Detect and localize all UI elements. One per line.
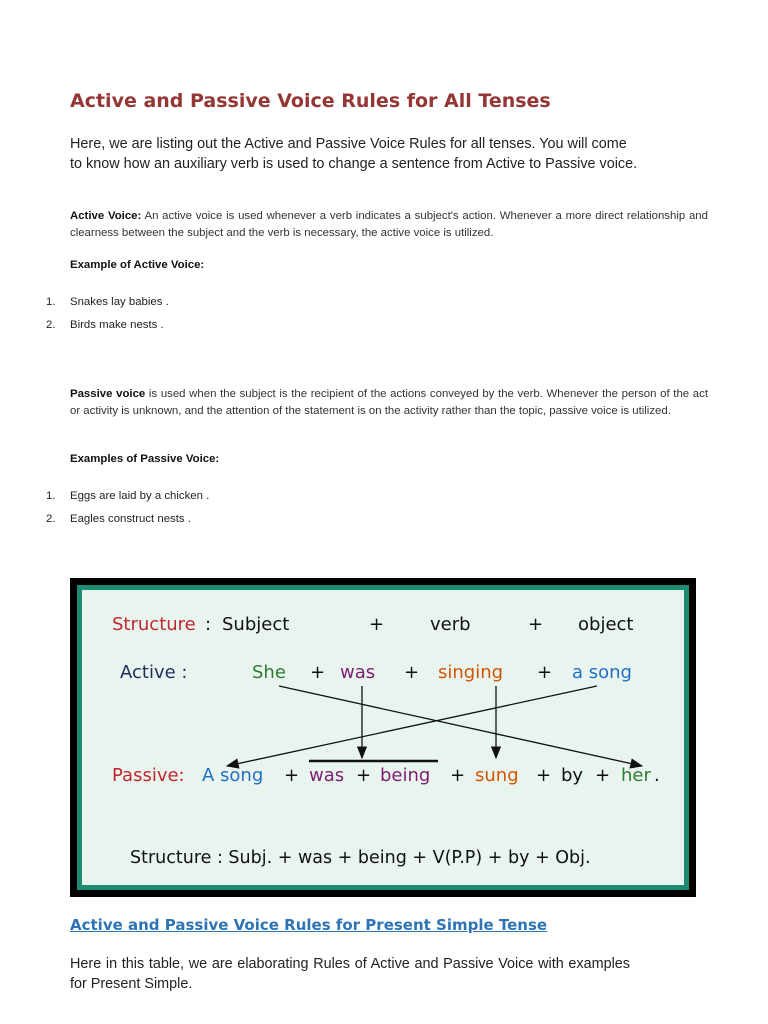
figure-frame	[77, 585, 689, 890]
list-number: 1.	[46, 490, 56, 502]
passive-voice-term: Passive voice	[70, 388, 146, 400]
active-plus-3: +	[537, 662, 553, 683]
passive-plus-1: +	[284, 765, 300, 786]
page-title: Active and Passive Voice Rules for All Tenses	[70, 90, 551, 112]
list-item	[46, 511, 209, 534]
passive-plus-5: +	[595, 765, 611, 786]
structure-subject: Subject	[222, 614, 290, 635]
passive-word-sung: sung	[475, 765, 519, 786]
passive-plus-4: +	[536, 765, 552, 786]
outro-paragraph: Here in this table, we are elaborating Rules of Active and Passive Voice with examples for Present Simple.	[70, 956, 630, 992]
passive-voice-definition	[70, 386, 708, 419]
active-word-a-song: a song	[572, 662, 632, 683]
active-word-was: was	[340, 662, 376, 683]
structure-plus-2: +	[528, 614, 544, 635]
figure-board	[82, 590, 684, 885]
passive-word-her: her	[621, 765, 651, 786]
list-text: Eagles construct nests .	[70, 513, 191, 525]
passive-examples-heading: Examples of Passive Voice:	[70, 453, 220, 465]
active-plus-2: +	[404, 662, 420, 683]
passive-label: Passive:	[112, 765, 185, 786]
structure-verb: verb	[430, 614, 471, 635]
active-voice-definition	[70, 208, 708, 241]
passive-plus-2: +	[356, 765, 372, 786]
list-text: Eggs are laid by a chicken .	[70, 490, 210, 502]
list-number: 2.	[46, 319, 56, 331]
active-label: Active :	[120, 662, 188, 683]
passive-plus-3: +	[450, 765, 466, 786]
list-item	[46, 294, 169, 317]
list-number: 2.	[46, 513, 56, 525]
active-plus-1: +	[310, 662, 326, 683]
list-number: 1.	[46, 296, 56, 308]
voice-structure-figure	[70, 578, 696, 897]
structure-object: object	[578, 614, 634, 635]
active-examples-heading: Example of Active Voice:	[70, 259, 205, 271]
arrow-a-song-to-a-song	[227, 686, 597, 766]
structure-plus-1: +	[369, 614, 385, 635]
passive-word-being: being	[380, 765, 431, 786]
active-examples-list	[46, 294, 169, 340]
passive-examples-list	[46, 488, 209, 534]
passive-word-by: by	[561, 765, 584, 786]
intro-paragraph: Here, we are listing out the Active and Passive Voice Rules for all tenses. You will come to know how an auxiliary verb is used to change a sentence from Active to Passive voice.	[70, 136, 638, 172]
structure-colon: :	[205, 614, 212, 635]
passive-word-a-song: A song	[202, 765, 264, 786]
list-item	[46, 488, 209, 511]
passive-voice-text: is used when the subject is the recipient of the actions conveyed by the verb. Whenever the person of the act or activity is unknown, and the attention of the statement is on the activity rather than the topic, passive voice is utilized.	[70, 388, 709, 417]
passive-word-was: was	[309, 765, 345, 786]
list-text: Birds make nests .	[70, 319, 164, 331]
bottom-structure-formula: Structure : Subj. + was + being + V(P.P) + by + Obj.	[130, 848, 591, 868]
list-item	[46, 317, 169, 340]
arrow-she-to-her	[279, 686, 642, 766]
active-voice-text: An active voice is used whenever a verb indicates a subject's action. Whenever a more direct relationship and clearness between the subject and the verb is necessary, the active voice is utilized.	[70, 210, 708, 239]
active-word-singing: singing	[438, 662, 504, 683]
list-text: Snakes lay babies .	[70, 296, 169, 308]
active-voice-term: Active Voice:	[70, 210, 142, 222]
present-simple-heading-link[interactable]: Active and Passive Voice Rules for Present Simple Tense	[70, 916, 548, 934]
structure-label: Structure	[112, 614, 196, 635]
passive-period: .	[654, 765, 660, 786]
voice-diagram	[82, 590, 682, 883]
active-word-she: She	[252, 662, 286, 683]
